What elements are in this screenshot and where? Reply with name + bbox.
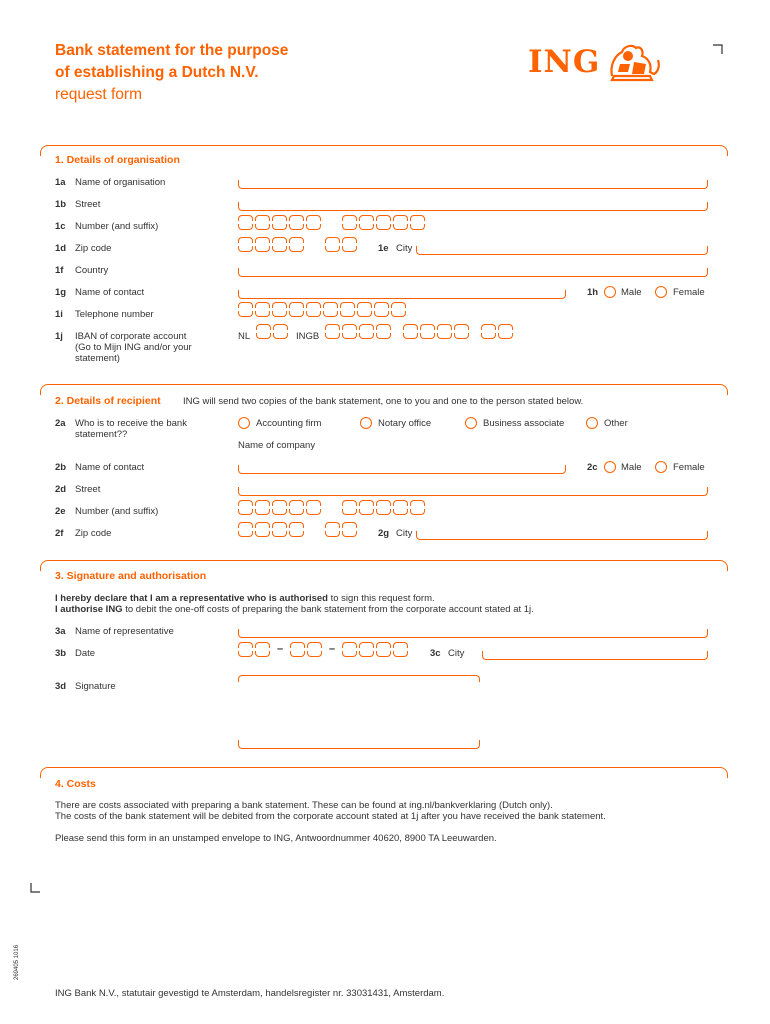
telephone-boxes[interactable] bbox=[238, 302, 408, 317]
country-field[interactable] bbox=[238, 268, 708, 277]
company-name-field[interactable] bbox=[330, 443, 708, 452]
row-2e-number: 2e bbox=[55, 506, 66, 517]
row-3d-number: 3d bbox=[55, 681, 67, 692]
date-separator-1: – bbox=[277, 643, 284, 655]
zip-letter-boxes[interactable] bbox=[325, 237, 359, 252]
ing-logo bbox=[528, 42, 662, 82]
corner-mark-top-right bbox=[712, 44, 724, 56]
row-1g-number: 1g bbox=[55, 287, 67, 298]
row-2a-label-line2: statement?? bbox=[75, 429, 128, 440]
radio-recipient-male[interactable] bbox=[604, 461, 616, 473]
row-3a-number: 3a bbox=[55, 626, 66, 637]
signature-box-top[interactable] bbox=[238, 675, 480, 682]
section1-title: 1. Details of organisation bbox=[55, 154, 180, 166]
representative-name-field[interactable] bbox=[238, 629, 708, 638]
row-1i-number: 1i bbox=[55, 309, 63, 320]
zip-digit-boxes[interactable] bbox=[238, 237, 306, 252]
row-2a-label bbox=[75, 418, 187, 440]
row-1j-label bbox=[75, 331, 192, 364]
recipient-zip-digit-boxes[interactable] bbox=[238, 522, 306, 537]
footer-text: ING Bank N.V., statutair gevestigd te Amsterdam, handelsregister nr. 33031431, Amsterdam. bbox=[55, 988, 445, 999]
row-2c-number: 2c bbox=[587, 462, 598, 473]
row-1h-number: 1h bbox=[587, 287, 599, 298]
recipient-city-field[interactable] bbox=[416, 531, 708, 540]
row-1d-number: 1d bbox=[55, 243, 67, 254]
iban-account-boxes-3[interactable] bbox=[481, 324, 515, 339]
row-1g-label: Name of contact bbox=[75, 287, 145, 298]
recipient-street-field[interactable] bbox=[238, 487, 708, 496]
title-line-1: Bank statement for the purpose bbox=[55, 42, 289, 59]
row-2a-number: 2a bbox=[55, 418, 66, 429]
recipient-zip-letter-boxes[interactable] bbox=[325, 522, 359, 537]
costs-paragraph-1: There are costs associated with preparing a bank statement. These can be found at ing.nl/bankverklaring (Dutch only). bbox=[55, 800, 553, 811]
declaration-line1-rest: to sign this request form. bbox=[327, 593, 435, 604]
radio-notary-office[interactable] bbox=[360, 417, 372, 429]
radio-female[interactable] bbox=[655, 286, 667, 298]
row-1j-label-line2: (Go to Mijn ING and/or your bbox=[75, 342, 192, 353]
declaration-line2-rest: to debit the one-off costs of preparing the bank statement from the corporate account stated at 1j. bbox=[122, 604, 534, 615]
row-3a-label: Name of representative bbox=[75, 626, 174, 637]
row-1j-label-line1: IBAN of corporate account bbox=[75, 331, 187, 342]
row-1j-label-line3: statement) bbox=[75, 353, 120, 364]
signature-box-bottom[interactable] bbox=[238, 740, 480, 749]
row-1e-label: City bbox=[396, 243, 413, 254]
row-1a-number: 1a bbox=[55, 177, 66, 188]
radio-notary-office-label: Notary office bbox=[378, 418, 432, 429]
row-2f-label: Zip code bbox=[75, 528, 112, 539]
title-subtitle: request form bbox=[55, 86, 143, 103]
costs-paragraph-2: The costs of the bank statement will be debited from the corporate account stated at 1j after you have received the bank statement. bbox=[55, 811, 606, 822]
iban-account-boxes-1[interactable] bbox=[325, 324, 393, 339]
declaration-line2 bbox=[55, 604, 534, 615]
declaration-line1-bold: I hereby declare that I am a representative who is authorised bbox=[55, 593, 328, 604]
radio-accounting-firm-label: Accounting firm bbox=[256, 418, 322, 429]
radio-recipient-female-label: Female bbox=[673, 462, 705, 473]
row-1b-label: Street bbox=[75, 199, 101, 210]
row-1e-number: 1e bbox=[378, 243, 389, 254]
recipient-suffix-boxes[interactable] bbox=[342, 500, 427, 515]
radio-business-associate[interactable] bbox=[465, 417, 477, 429]
radio-other-label: Other bbox=[604, 418, 628, 429]
corner-mark-bottom-left bbox=[30, 882, 42, 894]
company-name-label: Name of company bbox=[238, 440, 316, 451]
row-2d-number: 2d bbox=[55, 484, 67, 495]
row-2b-label: Name of contact bbox=[75, 462, 145, 473]
date-month-boxes[interactable] bbox=[290, 642, 324, 657]
row-2g-label: City bbox=[396, 528, 413, 539]
row-2f-number: 2f bbox=[55, 528, 64, 539]
row-3c-label: City bbox=[448, 648, 465, 659]
row-1b-number: 1b bbox=[55, 199, 67, 210]
street-field[interactable] bbox=[238, 202, 708, 211]
row-2a-label-line1: Who is to receive the bank bbox=[75, 418, 187, 429]
form-title bbox=[55, 40, 288, 106]
section3-title: 3. Signature and authorisation bbox=[55, 570, 207, 582]
section2-note: ING will send two copies of the bank statement, one to you and one to the person stated below. bbox=[183, 396, 584, 407]
suffix-boxes[interactable] bbox=[342, 215, 427, 230]
declaration-line1 bbox=[55, 593, 435, 604]
date-day-boxes[interactable] bbox=[238, 642, 272, 657]
date-separator-2: – bbox=[329, 643, 336, 655]
section2-border bbox=[40, 384, 728, 395]
section4-border bbox=[40, 767, 728, 778]
row-2b-number: 2b bbox=[55, 462, 67, 473]
row-1c-number: 1c bbox=[55, 221, 66, 232]
section4-title: 4. Costs bbox=[55, 778, 96, 790]
iban-prefix-ingb: INGB bbox=[296, 331, 320, 342]
radio-recipient-female[interactable] bbox=[655, 461, 667, 473]
row-1i-label: Telephone number bbox=[75, 309, 154, 320]
radio-male[interactable] bbox=[604, 286, 616, 298]
row-2g-number: 2g bbox=[378, 528, 390, 539]
contact-name-field[interactable] bbox=[238, 290, 566, 299]
row-3c-number: 3c bbox=[430, 648, 441, 659]
house-number-boxes[interactable] bbox=[238, 215, 323, 230]
row-1f-label: Country bbox=[75, 265, 109, 276]
declaration-line2-bold: I authorise ING bbox=[55, 604, 123, 615]
organisation-name-field[interactable] bbox=[238, 180, 708, 189]
row-3b-number: 3b bbox=[55, 648, 67, 659]
radio-recipient-male-label: Male bbox=[621, 462, 642, 473]
row-1f-number: 1f bbox=[55, 265, 64, 276]
signing-city-field[interactable] bbox=[482, 651, 708, 660]
iban-check-boxes[interactable] bbox=[256, 324, 290, 339]
title-line-2: of establishing a Dutch N.V. bbox=[55, 64, 259, 81]
row-3b-label: Date bbox=[75, 648, 96, 659]
date-year-boxes[interactable] bbox=[342, 642, 410, 657]
radio-other[interactable] bbox=[586, 417, 598, 429]
radio-accounting-firm[interactable] bbox=[238, 417, 250, 429]
section2-title: 2. Details of recipient bbox=[55, 395, 161, 407]
logo-text: ING bbox=[528, 44, 601, 80]
radio-female-label: Female bbox=[673, 287, 705, 298]
lion-icon bbox=[606, 42, 662, 82]
row-1d-label: Zip code bbox=[75, 243, 112, 254]
radio-male-label: Male bbox=[621, 287, 642, 298]
document-code: 269405 1016 bbox=[14, 944, 20, 980]
row-2e-label: Number (and suffix) bbox=[75, 506, 159, 517]
iban-account-boxes-2[interactable] bbox=[403, 324, 471, 339]
iban-prefix-nl: NL bbox=[238, 331, 251, 342]
row-1a-label: Name of organisation bbox=[75, 177, 166, 188]
costs-paragraph-3: Please send this form in an unstamped envelope to ING, Antwoordnummer 40620, 8900 TA Leeuwarden. bbox=[55, 833, 497, 844]
recipient-number-boxes[interactable] bbox=[238, 500, 323, 515]
row-2d-label: Street bbox=[75, 484, 101, 495]
recipient-contact-field[interactable] bbox=[238, 465, 566, 474]
row-1j-number: 1j bbox=[55, 331, 63, 342]
radio-business-associate-label: Business associate bbox=[483, 418, 565, 429]
city-field[interactable] bbox=[416, 246, 708, 255]
row-1c-label: Number (and suffix) bbox=[75, 221, 159, 232]
row-3d-label: Signature bbox=[75, 681, 116, 692]
